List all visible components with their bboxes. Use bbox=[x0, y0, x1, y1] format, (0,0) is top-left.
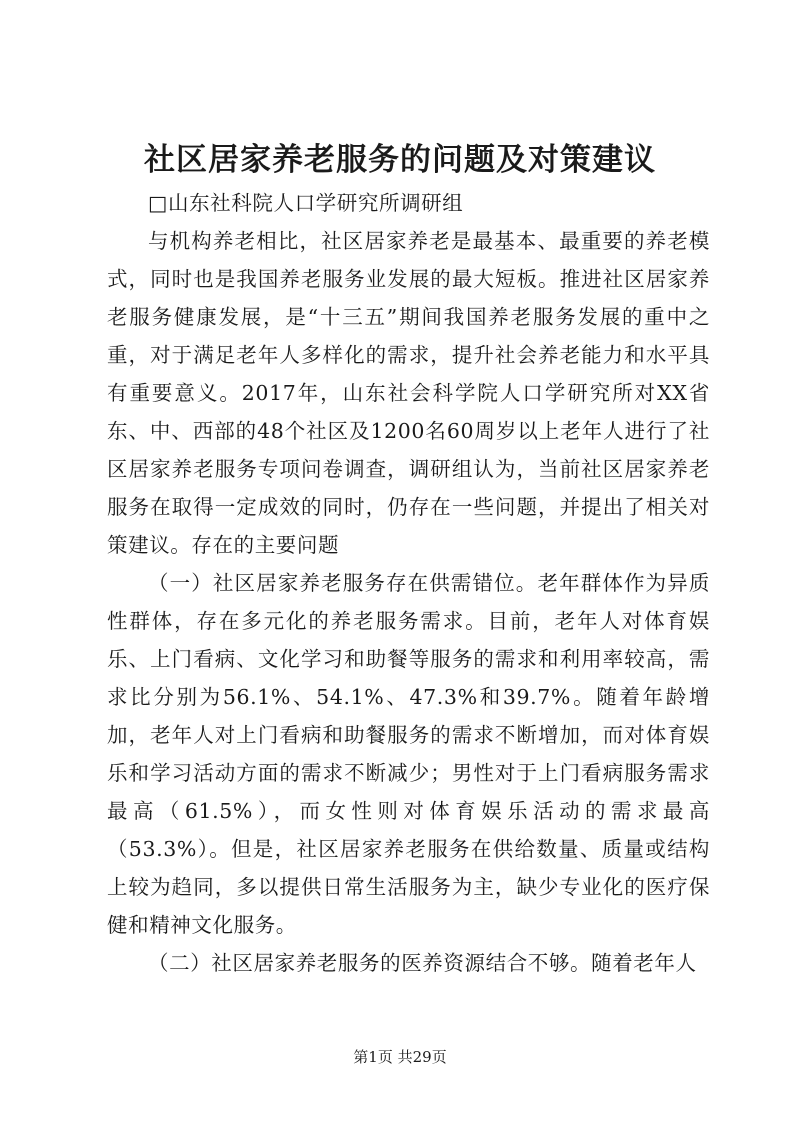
paragraph-intro: 与机构养老相比，社区居家养老是最基本、最重要的养老模式，同时也是我国养老服务业发展的最大短板。推进社区居家养老服务健康发展，是“十三五”期间我国养老服务发展的重中之重，对于满足老年人多样化的需求，提升社会养老能力和水平具有重要意义。2017年，山东社会科学院人口学研究所对XX省东、中、西部的48个社区及1200名60周岁以上老年人进行了社区居家养老服务专项问卷调查，调研组认为，当前社区居家养老服务在取得一定成效的同时，仍存在一些问题，并提出了相关对策建议。存在的主要问题 bbox=[107, 229, 710, 557]
document-body bbox=[107, 184, 710, 982]
paragraph-problem-1: （一）社区居家养老服务存在供需错位。老年群体作为异质性群体，存在多元化的养老服务需求。目前，老年人对体育娱乐、上门看病、文化学习和助餐等服务的需求和利用率较高，需求比分别为56.1%、54.1%、47.3%和39.7%。随着年龄增加，老年人对上门看病和助餐服务的需求不断增加，而对体育娱乐和学习活动方面的需求不断减少；男性对于上门看病服务需求最高（61.5%），而女性则对体育娱乐活动的需求最高（53.3%）。但是，社区居家养老服务在供给数量、质量或结构上较为趋同，多以提供日常生活服务为主，缺少专业化的医疗保健和精神文化服务。 bbox=[107, 571, 710, 937]
document-title: 社区居家养老服务的问题及对策建议 bbox=[144, 142, 656, 178]
paragraph-problem-2: （二）社区居家养老服务的医养资源结合不够。随着老年人 bbox=[148, 951, 697, 975]
page-footer: 第1页 共29页 bbox=[353, 1048, 447, 1066]
affiliation-line: □山东社科院人口学研究所调研组 bbox=[148, 191, 464, 215]
